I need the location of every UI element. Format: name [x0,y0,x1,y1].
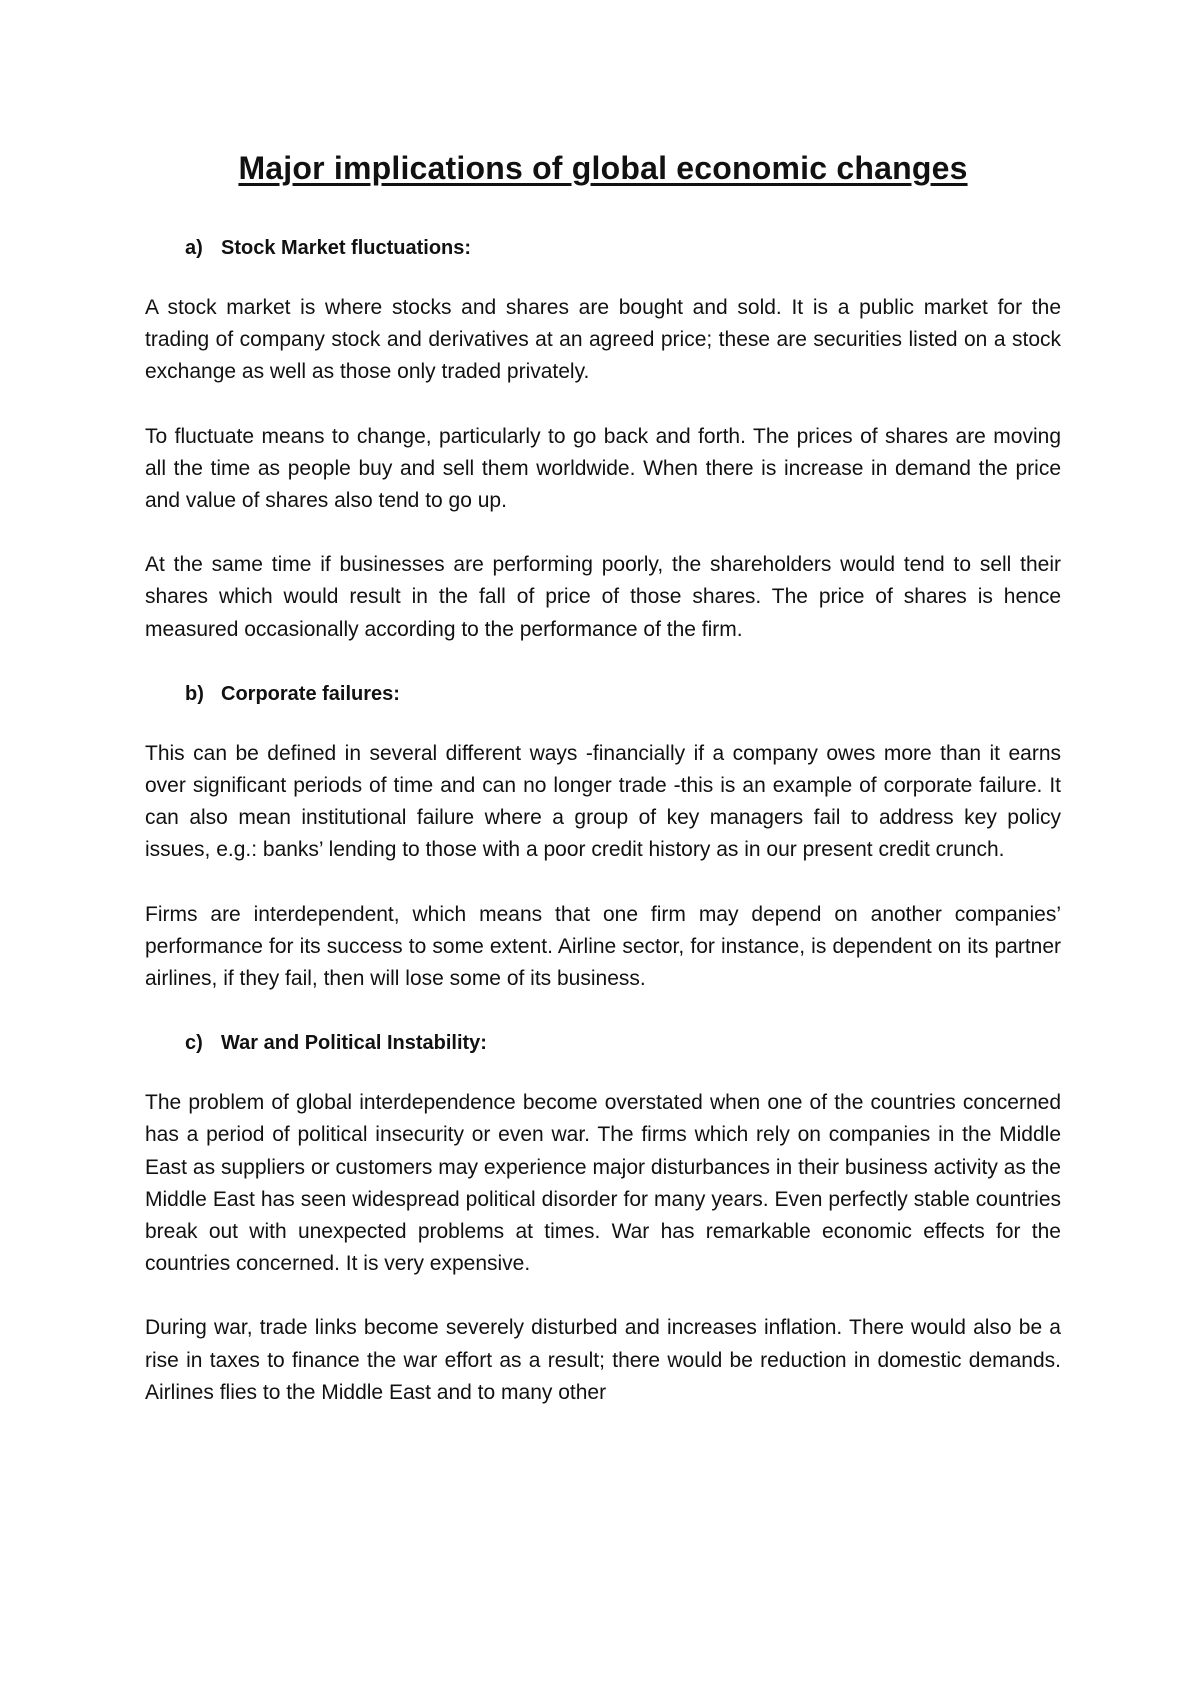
paragraph: At the same time if businesses are performing poorly, the shareholders would tend to sell their shares which would result in the fall of price of those shares. The price of shares is hence measured occasionally according to the performance of the firm. [145,553,1061,641]
paragraph: The problem of global interdependence become overstated when one of the countries concerned has a period of political insecurity or even war. The firms which rely on companies in the Middle East as suppliers or customers may experience major disturbances in their business activity as the Middle East has seen widespread political disorder for many years. Even perfectly stable countries break out with unexpected problems at times. War has remarkable economic effects for the countries concerned. It is very expensive. [145,1091,1061,1276]
section-heading-corporate-failures [185,678,1061,710]
page-title: Major implications of global economic changes [238,150,968,186]
section-heading-war-political-instability [185,1027,1061,1059]
section-heading-stock-market [185,232,1061,264]
section-heading-label: Stock Market fluctuations: [221,237,472,259]
paragraph: To fluctuate means to change, particularly to go back and forth. The prices of shares are moving all the time as people buy and sell them worldwide. When there is increase in demand the price and value of shares also tend to go up. [145,424,1061,513]
section-marker: b) [185,682,204,705]
section-marker: c) [185,1032,203,1055]
paragraph: This can be defined in several different ways -financially if a company owes more than it earns over significant periods of time and can no longer trade -this is an example of corporate failure. It can also mean institutional failure where a group of key managers fail to address key policy issues, e.g.: banks’ lending to those with a poor credit history as in our present credit crunch. [145,741,1061,862]
section-heading-label: Corporate failures: [221,682,400,705]
paragraph: During war, trade links become severely disturbed and increases inflation. There would also be a rise in taxes to finance the war effort as a result; there would be reduction in domestic demands. Airlines flies to the Middle East and to many other [145,1316,1061,1404]
document-body [145,150,1061,1409]
paragraph: A stock market is where stocks and shares are bought and sold. It is a public market for the trading of company stock and derivatives at an agreed price; these are securities listed on a stock exchange as well as those only traded privately. [145,296,1061,384]
section-heading-label: War and Political Instability: [221,1032,487,1055]
section-marker: a) [185,237,203,259]
paragraph: Firms are interdependent, which means that one firm may depend on another companies’ performance for its success to some extent. Airline sector, for instance, is dependent on its partner airlines, if they fail, then will lose some of its business. [145,902,1061,991]
